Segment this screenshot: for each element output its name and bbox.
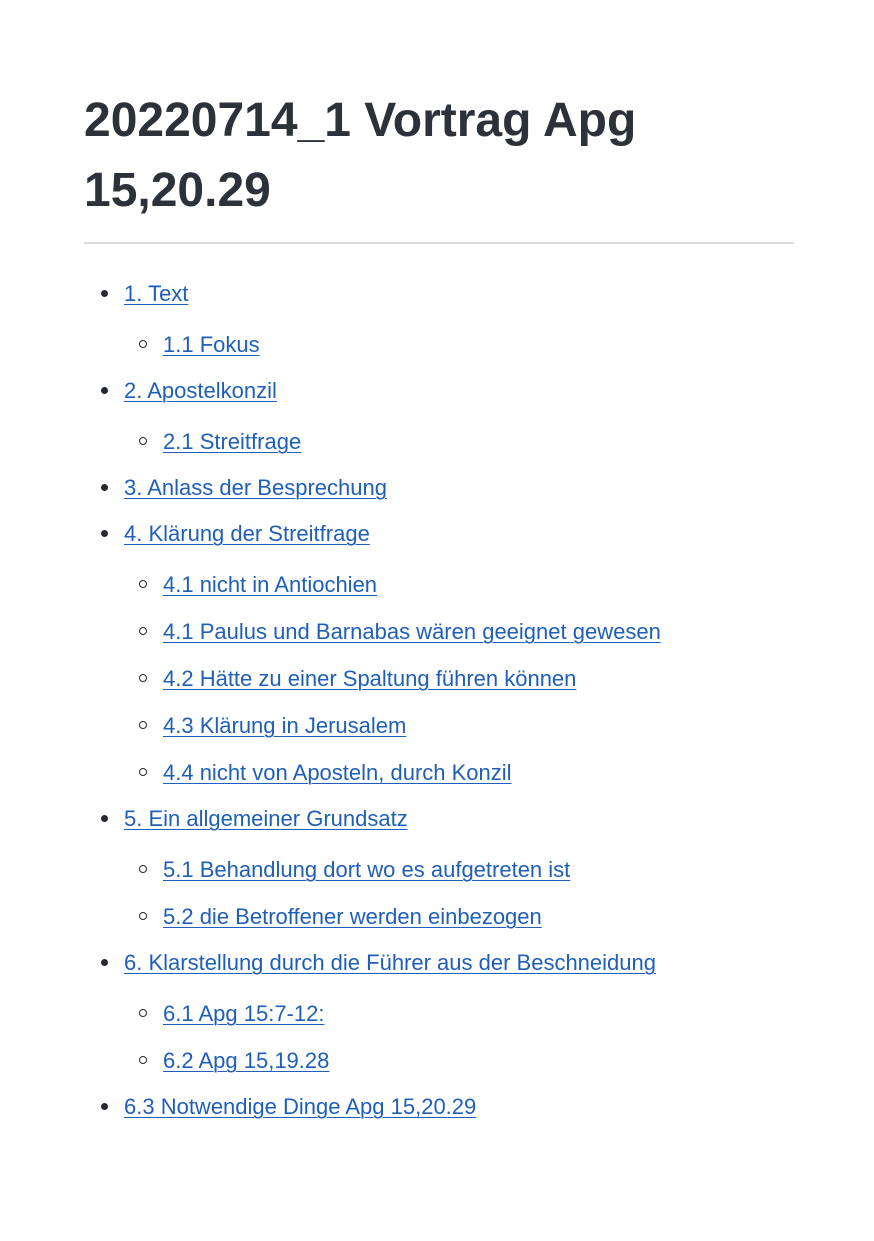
toc-subitem bbox=[163, 571, 661, 599]
toc-link-apostelkonzil[interactable]: 2. Apostelkonzil bbox=[124, 378, 277, 403]
toc-link-grundsatz[interactable]: 5. Ein allgemeiner Grundsatz bbox=[124, 806, 408, 831]
toc-link-apg-15-7[interactable]: 6.1 Apg 15:7-12: bbox=[163, 1001, 325, 1026]
toc-link-klarstellung[interactable]: 6. Klarstellung durch die Führer aus der Beschneidung bbox=[124, 950, 656, 975]
toc-link-jerusalem[interactable]: 4.3 Klärung in Jerusalem bbox=[163, 713, 407, 738]
toc-item bbox=[124, 377, 661, 456]
toc-item bbox=[124, 280, 661, 359]
toc-link-betroffene[interactable]: 5.2 die Betroffener werden einbezogen bbox=[163, 904, 542, 929]
toc-link-klaerung[interactable]: 4. Klärung der Streitfrage bbox=[124, 521, 370, 546]
toc-link-notwendige-dinge[interactable]: 6.3 Notwendige Dinge Apg 15,20.29 bbox=[124, 1094, 477, 1119]
toc-subitem bbox=[163, 903, 661, 931]
toc-item bbox=[124, 805, 661, 931]
toc-subitem bbox=[163, 618, 661, 646]
toc-link-behandlung[interactable]: 5.1 Behandlung dort wo es aufgetreten ist bbox=[163, 857, 571, 882]
toc-link-fokus[interactable]: 1.1 Fokus bbox=[163, 332, 260, 357]
toc-subitem bbox=[163, 1047, 661, 1075]
toc-item bbox=[124, 949, 661, 1075]
toc-sublist bbox=[124, 571, 661, 787]
toc-subitem bbox=[163, 759, 661, 787]
toc-subitem bbox=[163, 428, 661, 456]
toc-subitem bbox=[163, 665, 661, 693]
page-title: 20220714_1 Vortrag Apg 15,20.29 bbox=[84, 94, 637, 217]
toc-subitem bbox=[163, 712, 661, 740]
toc-item bbox=[124, 474, 661, 502]
table-of-contents bbox=[84, 280, 661, 1139]
title-divider bbox=[84, 242, 794, 244]
toc-link-paulus-barnabas[interactable]: 4.1 Paulus und Barnabas wären geeignet gewesen bbox=[163, 619, 661, 644]
toc-link-antiochien[interactable]: 4.1 nicht in Antiochien bbox=[163, 572, 378, 597]
toc-sublist bbox=[124, 331, 661, 359]
toc-subitem bbox=[163, 331, 661, 359]
toc-item bbox=[124, 520, 661, 787]
toc-link-spaltung[interactable]: 4.2 Hätte zu einer Spaltung führen können bbox=[163, 666, 577, 691]
toc-link-apg-15-19[interactable]: 6.2 Apg 15,19.28 bbox=[163, 1048, 330, 1073]
toc-sublist bbox=[124, 1000, 661, 1075]
toc-subitem bbox=[163, 856, 661, 884]
toc-item bbox=[124, 1093, 661, 1121]
toc-link-konzil[interactable]: 4.4 nicht von Aposteln, durch Konzil bbox=[163, 760, 512, 785]
toc-subitem bbox=[163, 1000, 661, 1028]
toc-link-anlass[interactable]: 3. Anlass der Besprechung bbox=[124, 475, 387, 500]
toc-link-streitfrage[interactable]: 2.1 Streitfrage bbox=[163, 429, 302, 454]
toc-sublist bbox=[124, 856, 661, 931]
toc-link-text[interactable]: 1. Text bbox=[124, 281, 189, 306]
toc-sublist bbox=[124, 428, 661, 456]
